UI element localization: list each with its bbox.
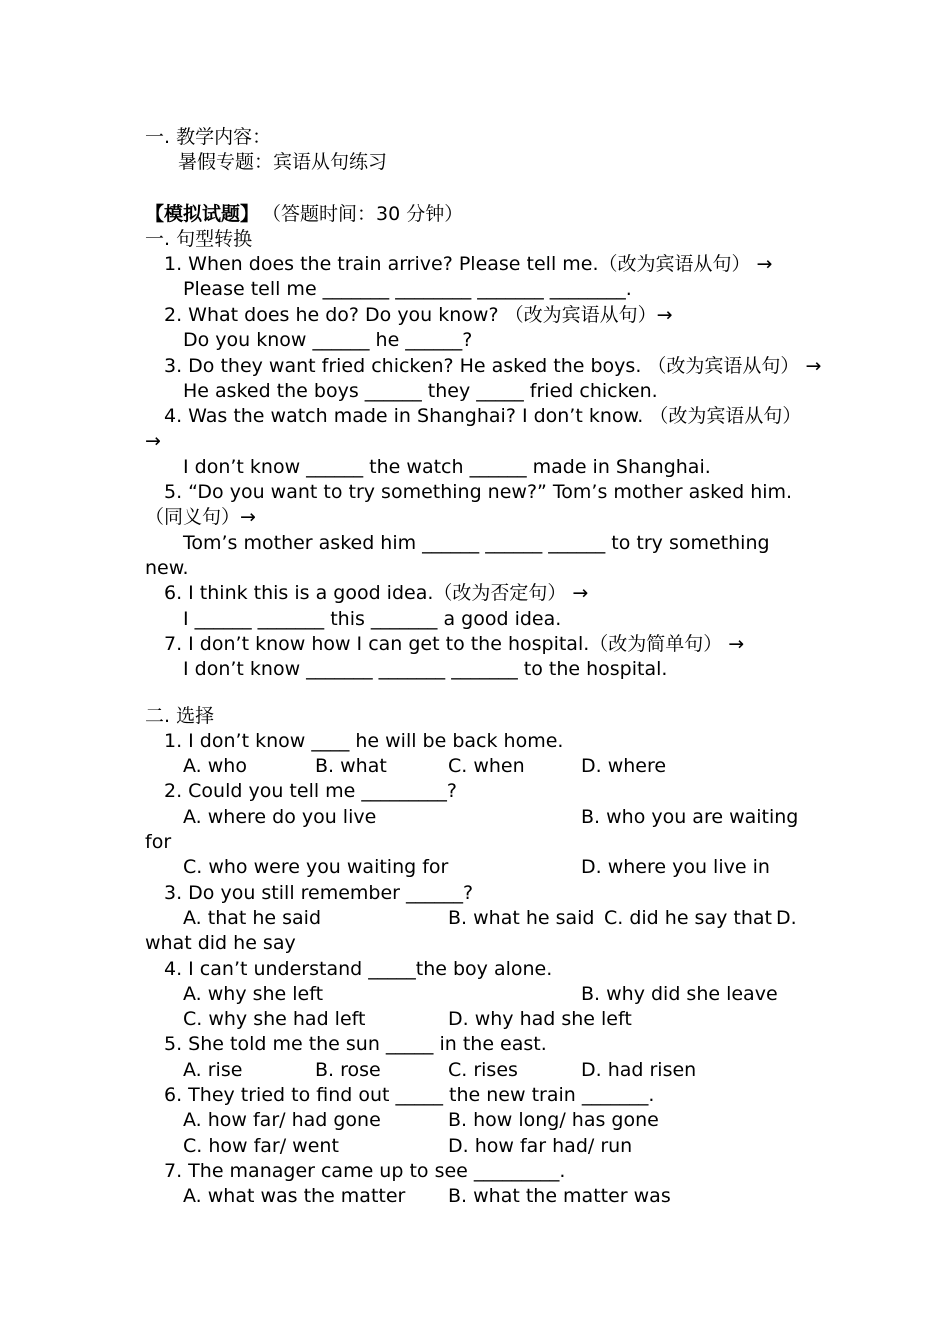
q1-option-b: B. what — [315, 755, 387, 777]
q5-stem: 5. She told me the sun _____ in the east. — [164, 1033, 547, 1055]
s1-line-15: I ______ _______ this _______ a good idea. — [183, 608, 562, 630]
q6-option-d: D. how far had/ run — [448, 1135, 633, 1157]
q4-option-d: D. why had she left — [448, 1008, 632, 1030]
s1-line-2: Please tell me _______ ________ _______ ________. — [183, 278, 632, 300]
q5-option-d: D. had risen — [581, 1059, 697, 1081]
s1-line-1: 1. When does the train arrive? Please tell me.（改为宾语从句） → — [164, 253, 773, 275]
s1-line-16: 7. I don’t know how I can get to the hospital.（改为简单句） → — [164, 633, 745, 655]
q3-option-d: D. — [776, 907, 797, 929]
q7-stem: 7. The manager came up to see _________. — [164, 1160, 566, 1182]
test-title: 【模拟试题】 — [145, 203, 260, 225]
s1-line-8: → — [145, 430, 161, 452]
q5-option-a: A. rise — [183, 1059, 243, 1081]
section-2-title: 二. 选择 — [145, 705, 215, 727]
q6-option-b: B. how long/ has gone — [448, 1109, 659, 1131]
q2-option-d: D. where you live in — [581, 856, 770, 878]
q3-option-d-wrap: what did he say — [145, 932, 296, 954]
teaching-content-label: 一. 教学内容： — [145, 126, 272, 148]
q1-option-a: A. who — [183, 755, 247, 777]
q5-option-b: B. rose — [315, 1059, 381, 1081]
q1-option-d: D. where — [581, 755, 667, 777]
q1-option-c: C. when — [448, 755, 525, 777]
s1-line-3: 2. What does he do? Do you know? （改为宾语从句）→ — [164, 304, 673, 326]
q6-option-c: C. how far/ went — [183, 1135, 339, 1157]
q3-option-b: B. what he said — [448, 907, 595, 929]
s1-line-13: new. — [145, 557, 189, 579]
s1-line-12: Tom’s mother asked him ______ ______ ______ to try something — [183, 532, 770, 554]
q2-option-c: C. who were you waiting for — [183, 856, 449, 878]
s1-line-4: Do you know ______ he ______? — [183, 329, 473, 351]
test-time-note: （答题时间：30 分钟） — [262, 203, 464, 225]
s1-line-10: 5. “Do you want to try something new?” Tom’s mother asked him. — [164, 481, 793, 503]
s1-line-11: （同义句）→ — [145, 506, 256, 528]
q7-option-a: A. what was the matter — [183, 1185, 406, 1207]
s1-line-5: 3. Do they want fried chicken? He asked the boys. （改为宾语从句） → — [164, 355, 822, 377]
s1-line-14: 6. I think this is a good idea.（改为否定句） → — [164, 582, 589, 604]
q4-option-b: B. why did she leave — [581, 983, 778, 1005]
q2-option-a: A. where do you live — [183, 806, 377, 828]
topic-title: 暑假专题：宾语从句练习 — [178, 151, 388, 173]
s1-line-9: I don’t know ______ the watch ______ made in Shanghai. — [183, 456, 711, 478]
q3-option-a: A. that he said — [183, 907, 322, 929]
q1-stem: 1. I don’t know ____ he will be back home. — [164, 730, 564, 752]
q2-option-b: B. who you are waiting — [581, 806, 799, 828]
section-1-title: 一. 句型转换 — [145, 228, 253, 250]
q2-option-b-wrap: for — [145, 831, 172, 853]
s1-line-6: He asked the boys ______ they _____ fried chicken. — [183, 380, 658, 402]
q6-stem: 6. They tried to find out _____ the new train _______. — [164, 1084, 655, 1106]
q7-option-b: B. what the matter was — [448, 1185, 671, 1207]
s1-line-7: 4. Was the watch made in Shanghai? I don’t know. （改为宾语从句） — [164, 405, 802, 427]
q2-stem: 2. Could you tell me _________? — [164, 780, 457, 802]
q3-stem: 3. Do you still remember ______? — [164, 882, 474, 904]
q6-option-a: A. how far/ had gone — [183, 1109, 381, 1131]
q4-option-c: C. why she had left — [183, 1008, 366, 1030]
s1-line-17: I don’t know _______ _______ _______ to the hospital. — [183, 658, 668, 680]
q5-option-c: C. rises — [448, 1059, 518, 1081]
q4-stem: 4. I can’t understand _____the boy alone. — [164, 958, 553, 980]
q3-option-c: C. did he say that — [604, 907, 772, 929]
q4-option-a: A. why she left — [183, 983, 324, 1005]
